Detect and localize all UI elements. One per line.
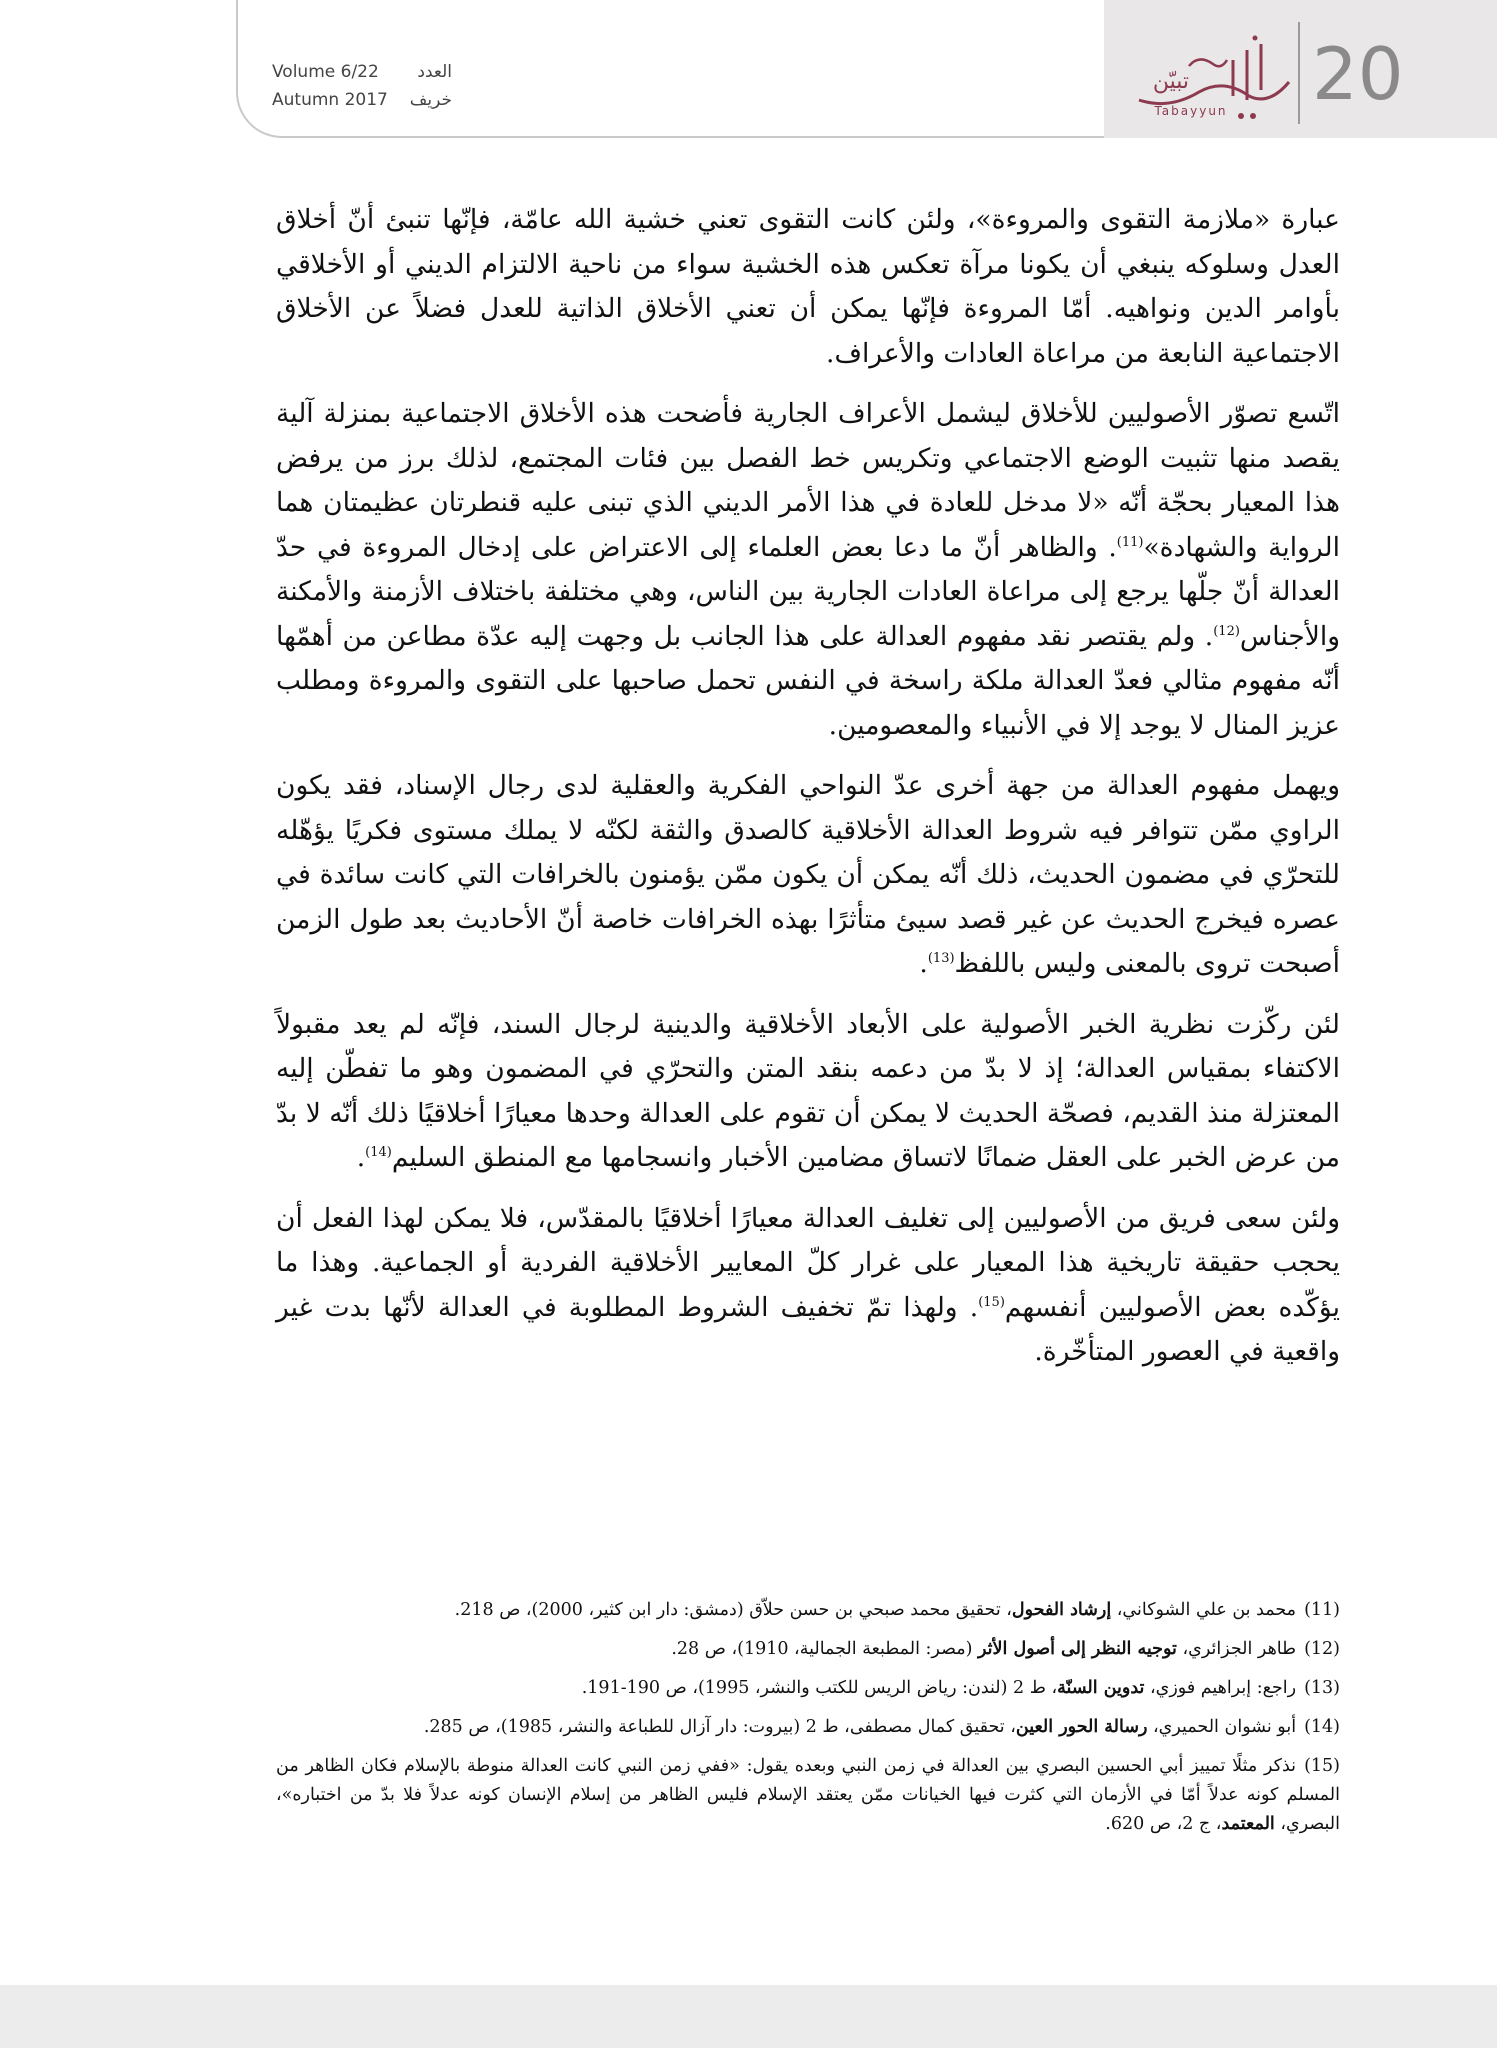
footnote-text: ، تحقيق محمد صبحي بن حسن حلاّق (دمشق: دار ابن كثير، 2000)، ص 218. [454, 1600, 1012, 1620]
paragraph [276, 764, 1340, 987]
paragraph [276, 1003, 1340, 1181]
footnote [276, 1674, 1340, 1703]
paragraph-text: ويهمل مفهوم العدالة من جهة أخرى عدّ النواحي الفكرية والعقلية لدى رجال الإسناد، فقد يكون الراوي ممّن تتوافر فيه شروط العدالة الأخلاقية كالصدق والثقة لكنّه لا يملك مستوى فكريًا يؤهّله للتحرّي في مضمون الحديث، ذلك أنّه يمكن أن يكون ممّن يؤمنون بالخرافات التي كانت سائدة في عصره فيخرج الحديث عن غير قصد سيئ متأثرًا بهذه الخرافات خاصة أنّ الأحاديث بعد طول الزمن أصبحت تروى بالمعنى وليس باللفظ [276, 770, 1340, 979]
footnote-ref: (15) [978, 1294, 1005, 1310]
footnotes [276, 1596, 1340, 1849]
paragraph-text: . ولهذا تمّ تخفيف الشروط المطلوبة في العدالة لأنّها بدت غير واقعية في العصور المتأخّرة. [276, 1291, 1340, 1367]
footnote-title: تدوين السنّة [1057, 1678, 1145, 1698]
issue-info [272, 58, 452, 114]
footnote-text: ، ط 2 (لندن: رياض الريس للكتب والنشر، 1995)، ص 190-191. [581, 1678, 1058, 1698]
footnote [276, 1752, 1340, 1839]
footnote-title: رسالة الحور العين [1015, 1717, 1148, 1737]
footnote-ref: (13) [927, 951, 955, 967]
season-label-ar: خريف [409, 90, 452, 110]
journal-name-ar: تبيّن [1152, 69, 1189, 94]
footnote-ref: (12) [1213, 623, 1240, 639]
footnote [276, 1713, 1340, 1742]
footnote-text: أبو نشوان الحميري، [1147, 1717, 1297, 1737]
header-divider [1298, 22, 1300, 124]
footnote-title: إرشاد الفحول [1011, 1600, 1112, 1620]
footnote-title: توجيه النظر إلى أصول الأثر [978, 1639, 1177, 1659]
footnote-number: (15) [1304, 1756, 1340, 1776]
footnote-number: (14) [1304, 1717, 1340, 1737]
footnote-number: (12) [1304, 1639, 1340, 1659]
paragraph [276, 198, 1340, 376]
page-number: 20 [1312, 32, 1404, 116]
footer-band [0, 1985, 1497, 2048]
footnote-ref: (14) [365, 1145, 392, 1161]
paragraph-text: اتّسع تصوّر الأصوليين للأخلاق ليشمل الأعراف الجارية فأضحت هذه الأخلاق الاجتماعية بمنزلة آلية يقصد منها تثبيت الوضع الاجتماعي وتكريس خط الفصل بين فئات المجتمع، لذلك برز من يرفض هذا المعيار بحجّة أنّه «لا مدخل للعادة في هذا الأمر الديني الذي تبنى عليه قنطرتان عظيمتان هما الرواية والشهادة» [276, 398, 1340, 563]
paragraph-text: . ولم يقتصر نقد مفهوم العدالة على هذا الجانب بل وجهت إليه عدّة مطاعن من أهمّها أنّه مفهوم مثالي فعدّ العدالة ملكة راسخة في النفس تحمل صاحبها على التقوى والمروءة ومطلب عزيز المنال لا يوجد إلا في الأنبياء والمعصومين. [276, 620, 1340, 741]
footnote [276, 1635, 1340, 1664]
footnote-text: راجع: إبراهيم فوزي، [1144, 1678, 1297, 1698]
footnote-title: المعتمد [1221, 1814, 1275, 1834]
footnote-text: طاهر الجزائري، [1176, 1639, 1297, 1659]
volume-label: Volume 6/22 [272, 62, 379, 82]
footnote-text: ، ج 2، ص 620. [1105, 1814, 1222, 1834]
journal-name-latin: Tabayyun [1154, 104, 1228, 118]
footnote-text: ، تحقيق كمال مصطفى، ط 2 (بيروت: دار آزال للطباعة والنشر، 1985)، ص 285. [423, 1717, 1016, 1737]
paragraph-text: . والظاهر أنّ ما دعا بعض العلماء إلى الاعتراض على إدخال المروءة في حدّ العدالة أنّ جلّها يرجع إلى مراعاة العادات الجارية بين الناس، وهي مختلفة باختلاف الأزمنة والأمكنة والأجناس [276, 531, 1340, 652]
paragraph-text: ولئن سعى فريق من الأصوليين إلى تغليف العدالة معيارًا أخلاقيًا بالمقدّس، فلا يمكن لهذا الفعل أن يحجب حقيقة تاريخية هذا المعيار على غرار كلّ المعايير الأخلاقية الفردية أو الجماعية. وهذا ما يؤكّده بعض الأصوليين أنفسهم [276, 1202, 1340, 1323]
paragraph [276, 1197, 1340, 1375]
footnote-text: (مصر: المطبعة الجمالية، 1910)، ص 28. [671, 1639, 979, 1659]
paragraph-text: لئن ركّزت نظرية الخبر الأصولية على الأبعاد الأخلاقية والدينية لرجال السند، فإنّه لم يعد مقبولاً الاكتفاء بمقياس العدالة؛ إذ لا بدّ من دعمه بنقد المتن والتحرّي في المضمون وهو ما تفطّن إليه المعتزلة منذ القديم، فصحّة الحديث لا يمكن أن تقوم على العدالة وحدها معيارًا أخلاقيًا ذلك أنّه لا بدّ من عرض الخبر على العقل ضمانًا لاتساق مضامين الأخبار وانسجامها مع المنطق السليم [276, 1008, 1340, 1173]
paragraph [276, 392, 1340, 748]
issue-label-ar: العدد [417, 62, 452, 82]
paragraph-text: . [919, 948, 928, 979]
footnote-number: (13) [1304, 1678, 1340, 1698]
season-label: Autumn 2017 [272, 90, 388, 110]
footnote-text: نذكر مثلًا تمييز أبي الحسين البصري بين العدالة في زمن النبي وبعده يقول: «ففي زمن النبي كانت العدالة منوطة بالإسلام فكان الظاهر من المسلم كونه عدلاً أمّا في الأزمان التي كثرت فيها الخيانات ممّن يعتقد الإسلام فليس الظاهر من إسلام الإنسان كونه عدلاً فلا بدّ من اختباره»، البصري، [276, 1756, 1340, 1834]
paragraph-text: . [356, 1142, 366, 1173]
footnote-text: محمد بن علي الشوكاني، [1111, 1600, 1297, 1620]
article-body [276, 198, 1340, 1391]
footnote [276, 1596, 1340, 1625]
paragraph-text: عبارة «ملازمة التقوى والمروءة»، ولئن كانت التقوى تعني خشية الله عامّة، فإنّها تنبئ أنّ أخلاق العدل وسلوكه ينبغي أن يكونا مرآة تعكس هذه الخشية سواء من ناحية الالتزام الديني أو الأخلاقي بأوامر الدين ونواهيه. أمّا المروءة فإنّها يمكن أن تعني الأخلاق الذاتية للعدل فضلاً عن الأخلاق الاجتماعية النابعة من مراعاة العادات والأعراف. [276, 204, 1340, 369]
footnote-number: (11) [1304, 1600, 1340, 1620]
footnote-ref: (11) [1116, 534, 1144, 550]
